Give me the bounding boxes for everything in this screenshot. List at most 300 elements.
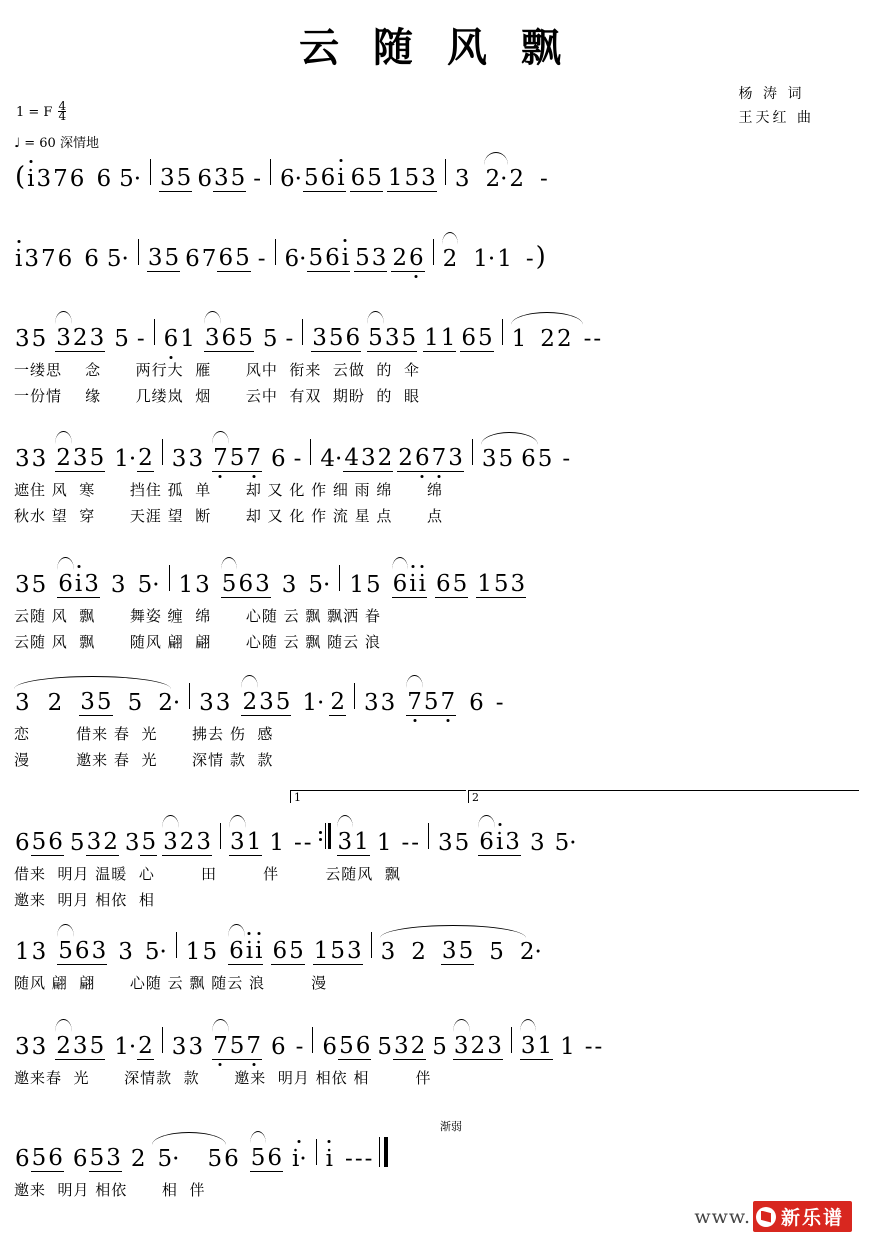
slur xyxy=(212,1019,229,1032)
note: 1 xyxy=(477,571,492,597)
note: 6 xyxy=(355,1033,371,1059)
note: 2 xyxy=(509,166,525,192)
note: 3 xyxy=(229,829,246,856)
second-ending-bracket xyxy=(468,790,859,803)
note: 3 xyxy=(505,829,520,855)
note: 5 xyxy=(423,689,439,715)
note: 7 xyxy=(201,246,217,272)
note: 5· xyxy=(119,166,142,192)
note: 5 xyxy=(250,1145,267,1172)
note: 6 xyxy=(218,245,234,271)
system-7-notes xyxy=(14,816,856,856)
note: 3 xyxy=(14,690,31,716)
note: 3 xyxy=(15,572,30,598)
note: 6 xyxy=(267,1145,282,1171)
note: 6 xyxy=(521,446,536,472)
note: - xyxy=(253,166,262,192)
note: 1 xyxy=(269,830,284,856)
note: 3 xyxy=(441,938,457,964)
note: 2 xyxy=(241,689,258,716)
barline xyxy=(275,239,276,265)
slur xyxy=(57,557,74,570)
note: 6 xyxy=(228,938,245,965)
note: 6 xyxy=(15,1146,30,1172)
note: 5 xyxy=(31,829,47,855)
note: i xyxy=(27,166,35,192)
note: 1· xyxy=(114,446,137,472)
credits xyxy=(739,82,814,130)
note: 5· xyxy=(137,572,160,598)
note: 6 xyxy=(74,938,90,964)
note: 2 xyxy=(330,689,345,715)
note: 3 xyxy=(281,572,297,598)
note: 5 xyxy=(262,326,278,352)
note: 6 xyxy=(221,325,237,351)
note: 3 xyxy=(160,165,175,191)
note: - xyxy=(584,1034,593,1060)
note: - xyxy=(293,446,302,472)
system-8-lyrics-verse-1: 随风 翩 翩 心随 云 飘 随云 浪 漫 xyxy=(14,973,328,992)
note: 3 xyxy=(393,1033,409,1059)
note: i xyxy=(341,245,350,271)
note: 3 xyxy=(204,325,221,352)
slur xyxy=(337,815,354,828)
note: 6 xyxy=(57,246,73,272)
note-group-close-paren: ) xyxy=(535,242,546,272)
note: 6 xyxy=(345,325,361,351)
system-3-notes xyxy=(14,312,856,352)
note: 5 xyxy=(207,1146,223,1172)
note: 6 xyxy=(350,165,366,191)
note: 2 xyxy=(398,445,413,471)
barline xyxy=(445,159,446,185)
note: 2 xyxy=(55,1033,72,1060)
note: 3 xyxy=(124,830,140,856)
slur xyxy=(228,924,245,937)
barline xyxy=(354,683,355,709)
note: 7 xyxy=(212,1033,229,1060)
note: 3 xyxy=(529,830,545,856)
system-6-notes xyxy=(14,676,856,716)
note: 3 xyxy=(215,690,231,716)
note: 3 xyxy=(72,445,88,471)
note: 3 xyxy=(15,1034,30,1060)
slur xyxy=(14,676,171,689)
note: 5 xyxy=(289,938,304,964)
slur xyxy=(229,815,246,828)
system-10-notes xyxy=(14,1132,856,1172)
note: 6 xyxy=(325,245,340,271)
system-3 xyxy=(0,312,870,408)
note: 6 xyxy=(72,1146,88,1172)
note: 1 xyxy=(511,326,528,352)
note: 5 xyxy=(401,325,417,351)
note: 3 xyxy=(255,571,270,597)
key-signature: 1 = F xyxy=(16,105,53,120)
note: 3 xyxy=(487,1033,502,1059)
note: - xyxy=(401,830,410,856)
note: 5 xyxy=(478,325,493,351)
note: 5 xyxy=(229,1033,245,1059)
note: 5 xyxy=(235,245,250,271)
note: 2 xyxy=(442,246,459,272)
note: 6 xyxy=(409,245,424,271)
barline xyxy=(316,1139,317,1165)
page-title: 云 随 风 飘 xyxy=(299,24,571,71)
first-ending-bracket xyxy=(290,790,466,803)
note: 5 xyxy=(176,165,192,191)
note: 3 xyxy=(384,325,400,351)
slur xyxy=(55,431,72,444)
second-ending-number: 2 xyxy=(472,791,479,804)
time-signature xyxy=(58,99,67,123)
note: 3 xyxy=(188,1034,204,1060)
note: 3 xyxy=(380,939,397,965)
note: 3 xyxy=(454,166,470,192)
note: 3 xyxy=(118,939,133,965)
note: 3 xyxy=(188,446,204,472)
note: 3 xyxy=(363,690,379,716)
note: 3 xyxy=(171,1034,187,1060)
dynamic-marking: 渐弱 xyxy=(440,1120,462,1133)
note: 6 xyxy=(322,1034,338,1060)
slur xyxy=(55,311,72,324)
slur xyxy=(481,432,538,445)
note: 3 xyxy=(438,830,453,856)
note: 6 xyxy=(392,571,409,598)
note: 1 xyxy=(349,572,364,598)
key-signature-block xyxy=(16,99,67,123)
note: 3 xyxy=(36,166,52,192)
system-1-notes xyxy=(14,152,856,192)
slur xyxy=(392,557,409,570)
slur xyxy=(221,557,238,570)
note: 5 xyxy=(489,939,504,965)
note: 2 xyxy=(138,1033,153,1059)
note: - xyxy=(525,246,534,272)
note: 3 xyxy=(337,829,354,856)
note: i xyxy=(255,938,263,964)
note: 5 xyxy=(339,1033,354,1059)
note: 5 xyxy=(31,326,47,352)
ending-brackets xyxy=(0,790,870,816)
note: 6 xyxy=(238,571,254,597)
slur xyxy=(367,311,384,324)
note: 5 xyxy=(365,572,381,598)
note: 7 xyxy=(406,689,423,716)
note: - xyxy=(257,246,266,272)
note: 6 xyxy=(469,690,484,716)
watermark-brand: 新乐谱 xyxy=(780,1207,844,1229)
note: 6 xyxy=(224,1146,239,1172)
barline xyxy=(189,683,190,709)
note: 7 xyxy=(440,689,456,715)
note: 1 xyxy=(387,165,403,191)
note: 3 xyxy=(55,325,72,352)
note: - xyxy=(562,446,571,472)
note-group-open-paren: ( xyxy=(15,162,26,192)
note: 6 xyxy=(48,829,63,855)
note: 7 xyxy=(41,246,56,272)
note: 3 xyxy=(448,445,463,471)
barline xyxy=(433,239,434,265)
note: - xyxy=(345,1146,353,1172)
note: 5 xyxy=(69,830,85,856)
note: i xyxy=(15,246,23,272)
note: 1· xyxy=(473,246,496,272)
slur xyxy=(484,152,508,165)
note: 3 xyxy=(15,326,30,352)
note: 2 xyxy=(47,690,63,716)
note: i xyxy=(495,829,504,855)
note: 1 xyxy=(313,938,329,964)
note: 5 xyxy=(377,1034,392,1060)
time-signature-numerator: 4 xyxy=(58,99,67,113)
note: i xyxy=(325,1146,334,1172)
note: 1 xyxy=(537,1033,553,1059)
note: 3 xyxy=(84,571,99,597)
system-4-notes xyxy=(14,432,856,472)
note: 3 xyxy=(195,572,210,598)
note: 5 xyxy=(89,1145,105,1171)
note: 5 xyxy=(367,165,382,191)
note: - xyxy=(364,1146,373,1172)
note: i xyxy=(337,165,345,191)
repeat-dots xyxy=(319,829,322,843)
note: 3 xyxy=(72,1033,88,1059)
note: 5 xyxy=(238,325,253,351)
note: 3 xyxy=(147,245,163,271)
system-8-notes xyxy=(14,925,856,965)
note: 4· xyxy=(320,446,343,472)
note: 6 xyxy=(272,938,288,964)
note: 6 xyxy=(271,1034,286,1060)
note: 1 xyxy=(15,939,30,965)
slur xyxy=(152,1132,226,1145)
system-3-lyrics-verse-2: 一份情 缘 几缕岚 烟 云中 有双 期盼 的 眼 xyxy=(14,386,420,405)
system-4-lyrics-verse-1: 遮住 风 寒 挡住 孤 单 却 又 化 作 细 雨 绵 绵 xyxy=(14,480,444,499)
system-5-lyrics-verse-1: 云随 风 飘 舞姿 缠 绵 心随 云 飘 飘洒 眷 xyxy=(14,606,381,625)
first-ending-number: 1 xyxy=(294,791,301,804)
note: 3 xyxy=(106,1145,121,1171)
note: - xyxy=(354,1146,363,1172)
note: - xyxy=(411,830,420,856)
note: i xyxy=(418,571,426,597)
note: 3 xyxy=(361,445,376,471)
note: 3 xyxy=(520,1033,537,1060)
note: 5 xyxy=(221,571,238,598)
note: 5 xyxy=(458,938,474,964)
note: 5 xyxy=(141,829,157,855)
note: 7 xyxy=(246,445,261,471)
note: 3 xyxy=(259,689,274,715)
system-8 xyxy=(0,925,870,995)
note: 7 xyxy=(246,1033,261,1059)
note: 7 xyxy=(212,445,229,472)
note: - xyxy=(295,1034,304,1060)
note: 6 xyxy=(96,166,112,192)
note: 5 xyxy=(537,446,553,472)
system-2-notes xyxy=(14,232,856,272)
note: 5 xyxy=(367,325,384,352)
system-1 xyxy=(0,152,870,192)
note: 5· xyxy=(144,939,167,965)
note: 1 xyxy=(424,325,439,351)
note: 3 xyxy=(31,1034,47,1060)
note: 2 xyxy=(540,326,555,352)
barline xyxy=(169,565,170,591)
slur xyxy=(204,311,221,324)
note: 5 xyxy=(275,689,291,715)
play-icon xyxy=(756,1207,776,1227)
system-10-lyrics-verse-1: 邀来 明月 相依 相 伴 xyxy=(14,1180,206,1199)
barline xyxy=(270,159,271,185)
note: 6· xyxy=(284,246,307,272)
note: 3 xyxy=(510,571,526,597)
system-3-lyrics-verse-1: 一缕思 念 两行大 雁 风中 衔来 云做 的 伞 xyxy=(14,360,420,379)
note: 1 xyxy=(497,246,512,272)
note: 6 xyxy=(185,246,200,272)
system-9 xyxy=(0,1020,870,1090)
barline xyxy=(502,319,503,345)
barline xyxy=(302,319,303,345)
note: 3 xyxy=(196,829,212,855)
watermark-url: www. xyxy=(694,1205,751,1228)
note: i· xyxy=(292,1146,307,1172)
note: 2· xyxy=(484,166,508,192)
note: i xyxy=(409,571,417,597)
slur xyxy=(380,925,527,938)
note: 3 xyxy=(481,446,498,472)
note: 3 xyxy=(91,938,107,964)
note: 5 xyxy=(493,571,509,597)
note: 7 xyxy=(53,166,68,192)
slur xyxy=(406,675,423,688)
note: 2 xyxy=(470,1033,486,1059)
note: 2 xyxy=(556,326,572,352)
note: 2 xyxy=(55,445,72,472)
note: 3 xyxy=(347,938,362,964)
slur xyxy=(453,1019,470,1032)
system-7 xyxy=(0,790,870,912)
note: 1· xyxy=(114,1034,137,1060)
note: 5 xyxy=(452,571,468,597)
slur xyxy=(212,431,229,444)
note: - xyxy=(293,830,302,856)
note: 5 xyxy=(96,689,112,715)
system-4-lyrics-verse-2: 秋水 望 穿 天涯 望 断 却 又 化 作 流 星 点 点 xyxy=(14,506,444,525)
note: 1 xyxy=(560,1034,575,1060)
note: 6 xyxy=(197,166,212,192)
note: 1 xyxy=(246,829,262,855)
note: 5· xyxy=(156,1146,180,1172)
note: 5 xyxy=(303,165,319,191)
note: 6 xyxy=(48,1145,63,1171)
note: 1 xyxy=(440,325,456,351)
system-5-lyrics-verse-2: 云随 风 飘 随风 翩 翩 心随 云 飘 随云 浪 xyxy=(14,632,381,651)
system-10 xyxy=(0,1120,870,1202)
note: 3 xyxy=(380,690,396,716)
note: 3 xyxy=(171,446,187,472)
note: 2· xyxy=(158,690,181,716)
note: 1· xyxy=(302,690,325,716)
note: 5 xyxy=(89,445,105,471)
note: 2 xyxy=(138,445,153,471)
note: 5 xyxy=(229,445,245,471)
note: 3 xyxy=(162,829,179,856)
note: - xyxy=(285,326,294,352)
barline xyxy=(162,439,163,465)
note: 1 xyxy=(376,830,392,856)
note: 3 xyxy=(371,245,387,271)
slur xyxy=(511,312,584,325)
slur xyxy=(57,924,74,937)
note: 2 xyxy=(410,1033,426,1059)
note: 6 xyxy=(271,446,286,472)
note: 6 xyxy=(69,166,85,192)
note: 6 xyxy=(461,325,477,351)
note: 5 xyxy=(432,1034,447,1060)
system-4 xyxy=(0,432,870,528)
system-7-lyrics-verse-2: 邀来 明月 相依 相 xyxy=(14,890,155,909)
composer: 王天红 曲 xyxy=(738,110,814,126)
system-6 xyxy=(0,676,870,772)
tempo-marking: ♩ = 60 深情地 xyxy=(14,136,99,151)
note: 3 xyxy=(421,165,436,191)
note: 5 xyxy=(127,690,143,716)
final-barline xyxy=(379,1137,388,1167)
barline xyxy=(339,565,340,591)
note: 6 xyxy=(163,326,179,352)
note: - xyxy=(583,326,592,352)
watermark-logo xyxy=(753,1201,852,1232)
note: 1 xyxy=(180,326,195,352)
system-7-lyrics-verse-1: 借来 明月 温暖 心 田 伴 云随风 飘 xyxy=(14,864,401,883)
note: 5 xyxy=(202,939,218,965)
note: - xyxy=(593,326,602,352)
note: 3 xyxy=(31,939,47,965)
barline xyxy=(162,1027,163,1053)
slur xyxy=(520,1019,537,1032)
note: 3 xyxy=(86,829,102,855)
barline xyxy=(428,823,429,849)
system-6-lyrics-verse-1: 恋 借来 春 光 拂去 伤 感 xyxy=(14,724,274,743)
note: 3 xyxy=(199,690,214,716)
note: 3 xyxy=(80,689,95,715)
slur xyxy=(241,675,258,688)
note: 5 xyxy=(404,165,420,191)
note: 6 xyxy=(320,165,336,191)
watermark xyxy=(694,1201,852,1232)
system-5-notes xyxy=(14,558,856,598)
note: - xyxy=(303,830,312,856)
note: 5 xyxy=(89,1033,105,1059)
dynamic-row xyxy=(0,1120,870,1132)
note: 5 xyxy=(355,245,370,271)
barline xyxy=(472,439,473,465)
system-2 xyxy=(0,232,870,272)
barline xyxy=(154,319,155,345)
system-6-lyrics-verse-2: 漫 邀来 春 光 深情 款 款 xyxy=(14,750,274,769)
note: 5· xyxy=(106,246,129,272)
slur xyxy=(478,815,495,828)
note: 5 xyxy=(308,245,324,271)
note: 2 xyxy=(130,1146,146,1172)
note: 5 xyxy=(31,572,47,598)
note: 2 xyxy=(179,829,195,855)
note: 3 xyxy=(110,572,126,598)
slur xyxy=(250,1131,267,1144)
